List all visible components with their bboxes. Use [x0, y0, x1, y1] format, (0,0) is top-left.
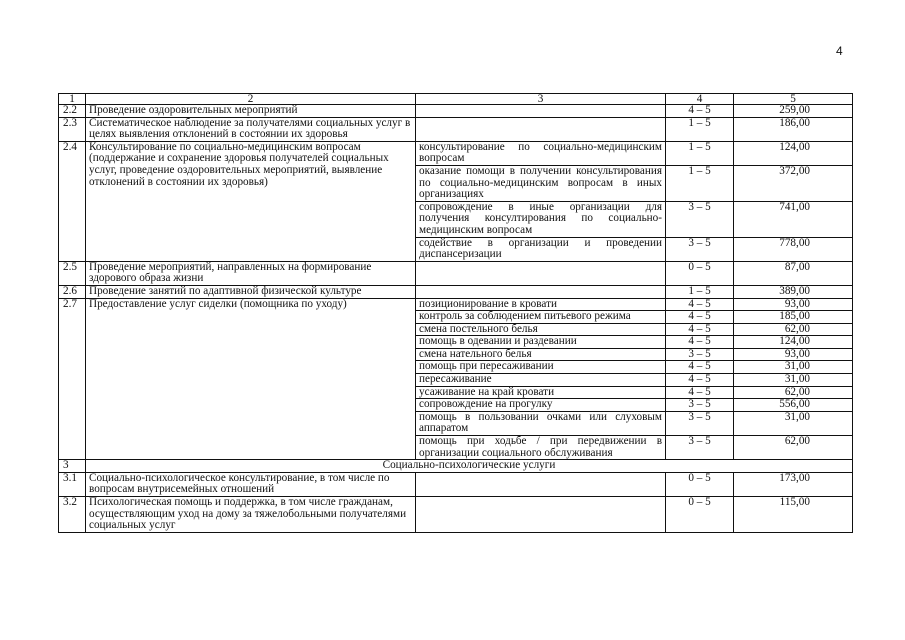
service-detail: сопровождение в иные организации для получения консултирования по социально-медицинским вопросам	[416, 201, 666, 237]
table-row	[59, 117, 853, 141]
service-name: Проведение оздоровительных мероприятий	[86, 105, 416, 118]
tariff-value: 62,00	[734, 323, 853, 336]
service-detail: пересаживание	[416, 374, 666, 387]
section-number: 3	[59, 460, 86, 473]
row-number: 2.5	[59, 261, 86, 285]
tariff-value: 93,00	[734, 298, 853, 311]
service-detail: сопровождение на прогулку	[416, 399, 666, 412]
service-detail: помощь в пользовании очками или слуховым аппаратом	[416, 411, 666, 435]
tariff-value: 173,00	[734, 472, 853, 496]
service-name: Проведение мероприятий, направленных на формирование здорового образа жизни	[86, 261, 416, 285]
row-number: 2.7	[59, 298, 86, 460]
recipient-groups: 4 – 5	[666, 386, 734, 399]
service-detail	[416, 105, 666, 118]
tariff-value: 186,00	[734, 117, 853, 141]
tariff-value: 741,00	[734, 201, 853, 237]
tariff-value: 185,00	[734, 311, 853, 324]
tariff-value: 31,00	[734, 411, 853, 435]
recipient-groups: 4 – 5	[666, 105, 734, 118]
tariff-value: 556,00	[734, 399, 853, 412]
recipient-groups: 4 – 5	[666, 336, 734, 349]
row-number: 2.3	[59, 117, 86, 141]
recipient-groups: 4 – 5	[666, 311, 734, 324]
section-row	[59, 460, 853, 473]
page-number: 4	[836, 44, 843, 58]
recipient-groups: 4 – 5	[666, 361, 734, 374]
row-number: 2.4	[59, 141, 86, 261]
services-table-body	[59, 94, 853, 533]
service-name: Консультирование по социально-медицинским вопросам (поддержание и сохранение здоровья получателей социальных услуг, проведение оздоровительных мероприятий, выявление отклонений в состоянии их здоровья)	[86, 141, 416, 261]
tariff-value: 31,00	[734, 374, 853, 387]
recipient-groups: 3 – 5	[666, 348, 734, 361]
service-detail: усаживание на край кровати	[416, 386, 666, 399]
header-cell: 4	[666, 94, 734, 105]
tariff-value: 115,00	[734, 497, 853, 533]
header-cell: 1	[59, 94, 86, 105]
row-number: 3.1	[59, 472, 86, 496]
service-detail	[416, 497, 666, 533]
header-cell: 3	[416, 94, 666, 105]
table-row	[59, 141, 853, 165]
service-detail: консультирование по социально-медицинским вопросам	[416, 141, 666, 165]
recipient-groups: 1 – 5	[666, 285, 734, 298]
tariff-value: 62,00	[734, 386, 853, 399]
tariff-value: 62,00	[734, 436, 853, 460]
tariff-value: 31,00	[734, 361, 853, 374]
tariff-value: 778,00	[734, 237, 853, 261]
table-row	[59, 285, 853, 298]
recipient-groups: 3 – 5	[666, 201, 734, 237]
service-detail: оказание помощи в получении консультирования по социально-медицинским вопросам в иных организациях	[416, 165, 666, 201]
tariff-value: 124,00	[734, 336, 853, 349]
header-cell: 5	[734, 94, 853, 105]
tariff-value: 389,00	[734, 285, 853, 298]
recipient-groups: 0 – 5	[666, 261, 734, 285]
service-detail: содействие в организации и проведении диспансеризации	[416, 237, 666, 261]
recipient-groups: 4 – 5	[666, 323, 734, 336]
service-detail: помощь при пересаживании	[416, 361, 666, 374]
service-name: Проведение занятий по адаптивной физической культуре	[86, 285, 416, 298]
header-row	[59, 94, 853, 105]
service-detail	[416, 472, 666, 496]
service-name: Предоставление услуг сиделки (помощника по уходу)	[86, 298, 416, 460]
service-detail: помощь при ходьбе / при передвижении в организации социального обслуживания	[416, 436, 666, 460]
recipient-groups: 0 – 5	[666, 497, 734, 533]
tariff-value: 124,00	[734, 141, 853, 165]
service-detail	[416, 117, 666, 141]
service-detail: смена нательного белья	[416, 348, 666, 361]
recipient-groups: 3 – 5	[666, 411, 734, 435]
row-number: 3.2	[59, 497, 86, 533]
recipient-groups: 3 – 5	[666, 436, 734, 460]
recipient-groups: 1 – 5	[666, 141, 734, 165]
services-table	[58, 93, 853, 533]
tariff-value: 372,00	[734, 165, 853, 201]
table-row	[59, 105, 853, 118]
table-row	[59, 261, 853, 285]
service-detail: контроль за соблюдением питьевого режима	[416, 311, 666, 324]
table-row	[59, 472, 853, 496]
service-name: Психологическая помощь и поддержка, в том числе гражданам, осуществляющим уход на дому за тяжелобольными получателями социальных услуг	[86, 497, 416, 533]
recipient-groups: 0 – 5	[666, 472, 734, 496]
table-row	[59, 298, 853, 311]
tariff-value: 87,00	[734, 261, 853, 285]
service-detail: смена постельного белья	[416, 323, 666, 336]
header-cell: 2	[86, 94, 416, 105]
recipient-groups: 4 – 5	[666, 298, 734, 311]
service-name: Систематическое наблюдение за получателями социальных услуг в целях выявления отклонений в состоянии их здоровья	[86, 117, 416, 141]
service-detail: помощь в одевании и раздевании	[416, 336, 666, 349]
service-detail	[416, 285, 666, 298]
tariff-value: 93,00	[734, 348, 853, 361]
tariff-value: 259,00	[734, 105, 853, 118]
row-number: 2.6	[59, 285, 86, 298]
recipient-groups: 3 – 5	[666, 399, 734, 412]
service-name: Социально-психологическое консультирование, в том числе по вопросам внутрисемейных отношений	[86, 472, 416, 496]
table-row	[59, 497, 853, 533]
row-number: 2.2	[59, 105, 86, 118]
service-detail	[416, 261, 666, 285]
section-title: Социально-психологические услуги	[86, 460, 853, 473]
recipient-groups: 1 – 5	[666, 165, 734, 201]
service-detail: позиционирование в кровати	[416, 298, 666, 311]
recipient-groups: 3 – 5	[666, 237, 734, 261]
recipient-groups: 1 – 5	[666, 117, 734, 141]
recipient-groups: 4 – 5	[666, 374, 734, 387]
